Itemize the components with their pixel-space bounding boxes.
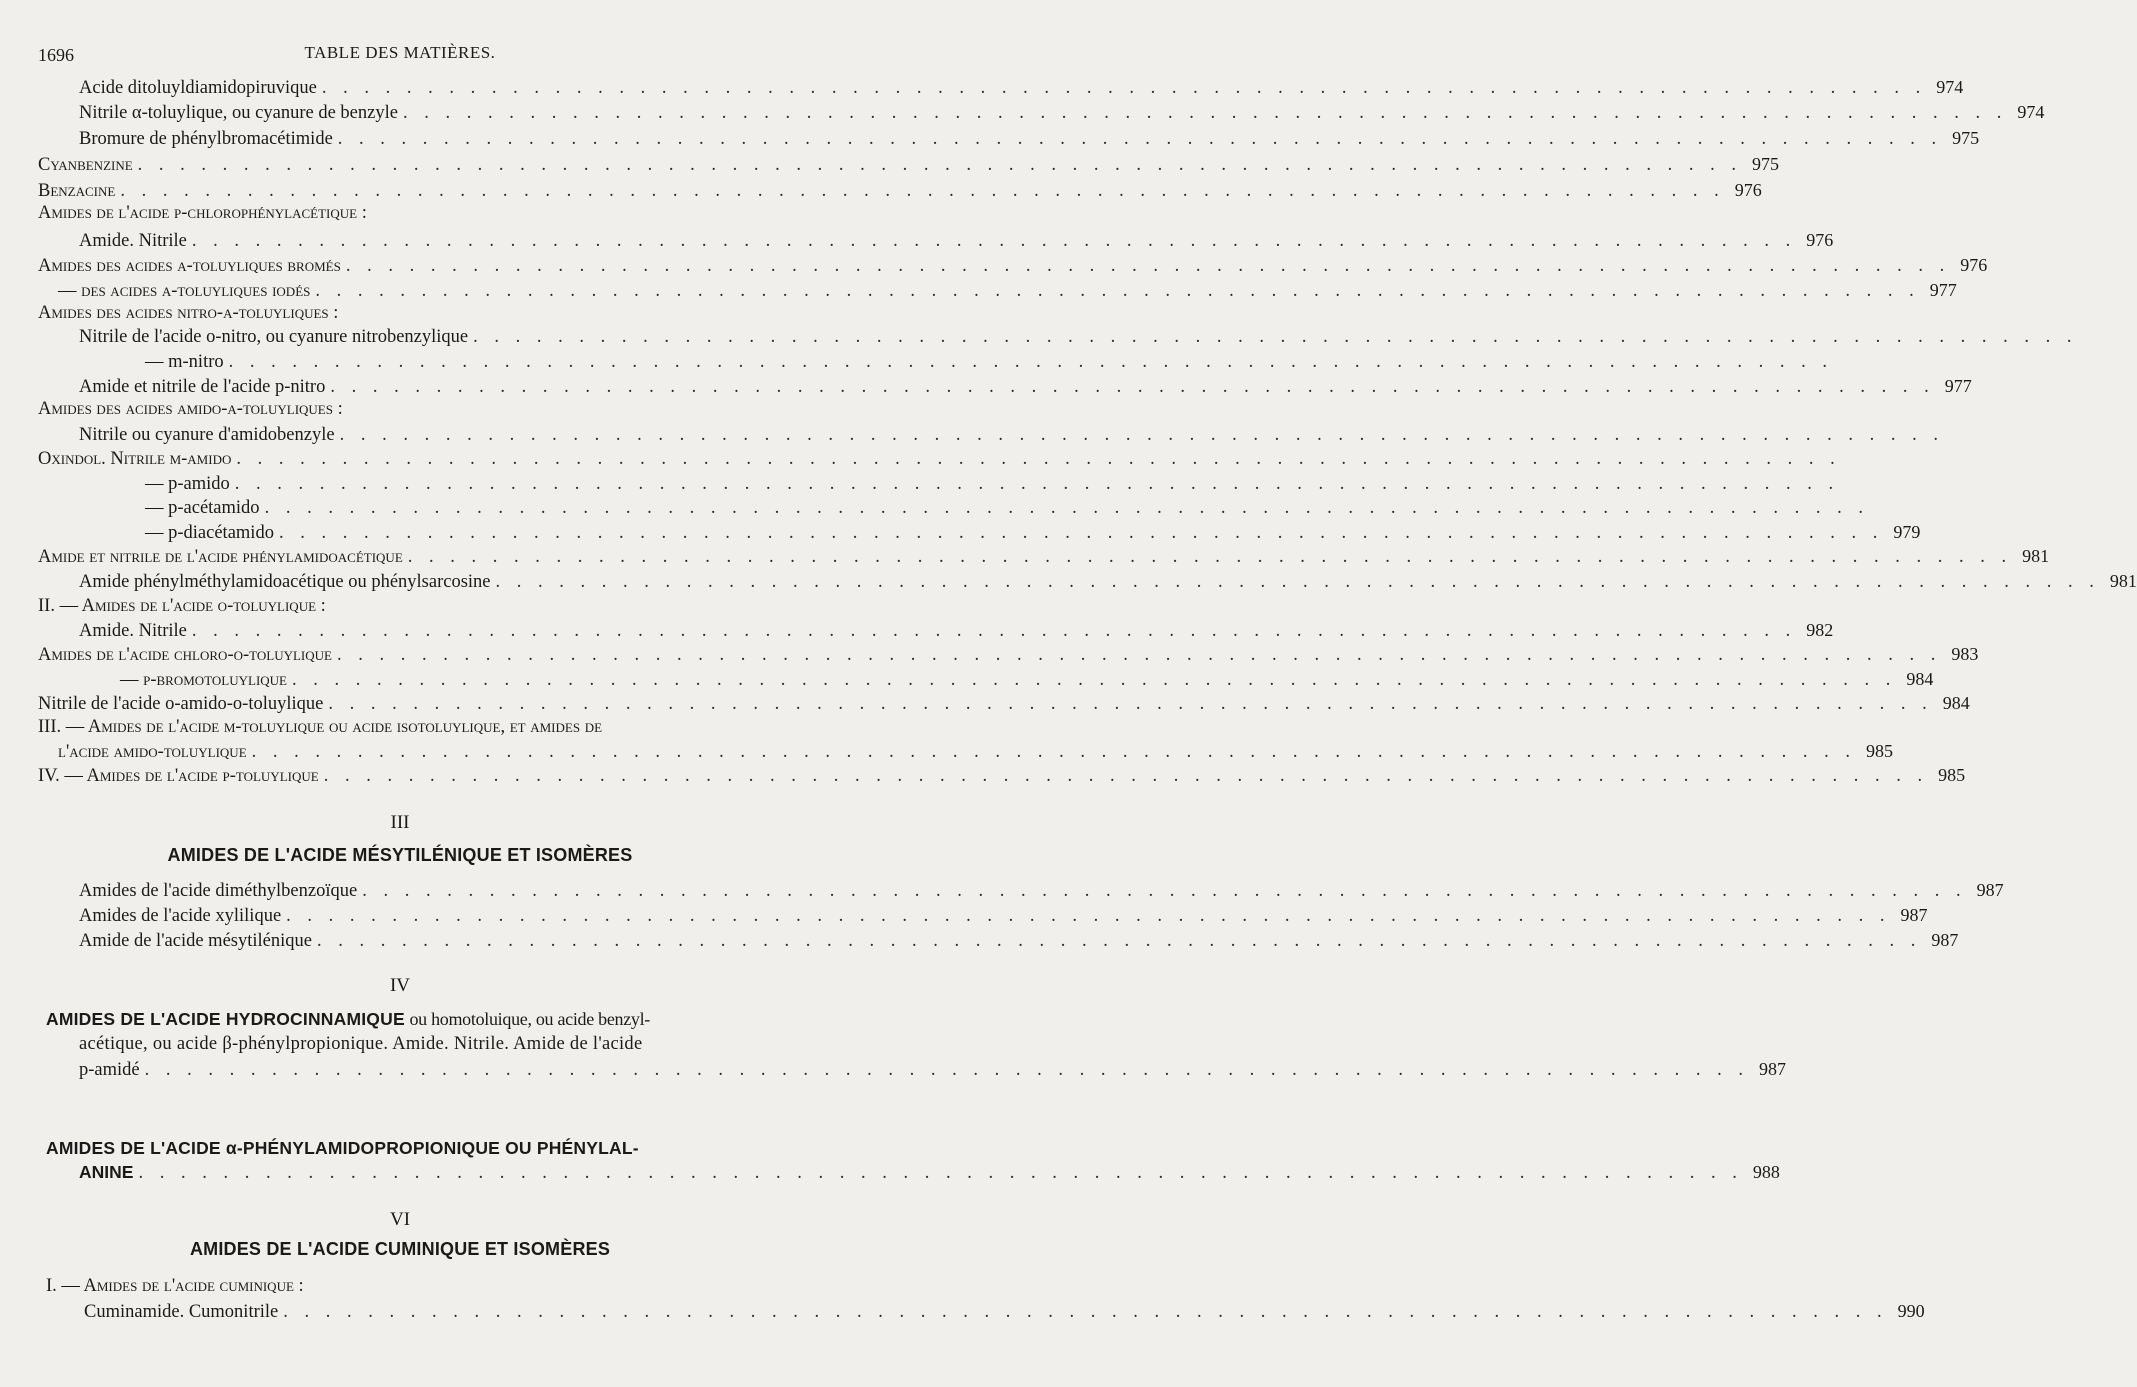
toc-entry: Benzacine . . . . . . . . . . . . . . . . . . . . . . . . . . . . . . . . . . . . . . . . . . . . . . . . . . . . . . . . . . . . . . . . . . . . . . . . . . . . 976 [38, 180, 1762, 201]
toc-entry: Amide. Nitrile . . . . . . . . . . . . . . . . . . . . . . . . . . . . . . . . . . . . . . . . . . . . . . . . . . . . . . . . . . . . . . . . . . . . . . . . . . . . 976 [79, 230, 1834, 251]
toc-entry: Amide et nitrile de l'acide p-nitro . . . . . . . . . . . . . . . . . . . . . . . . . . . . . . . . . . . . . . . . . . . . . . . . . . . . . . . . . . . . . . . . . . . . . . . . . . . . 977 [79, 376, 1972, 397]
toc-heading: I. — Amides de l'acide cuminique : [46, 1276, 304, 1296]
toc-entry: — p-diacétamido . . . . . . . . . . . . . . . . . . . . . . . . . . . . . . . . . . . . . . . . . . . . . . . . . . . . . . . . . . . . . . . . . . . . . . . . . . . . 979 [145, 522, 1921, 543]
toc-entry: p-amidé . . . . . . . . . . . . . . . . . . . . . . . . . . . . . . . . . . . . . . . . . . . . . . . . . . . . . . . . . . . . . . . . . . . . . . . . . . . . 987 [79, 1059, 1786, 1080]
toc-entry: — p-acétamido . . . . . . . . . . . . . . . . . . . . . . . . . . . . . . . . . . . . . . . . . . . . . . . . . . . . . . . . . . . . . . . . . . . . . . . . . . . . [145, 498, 1869, 518]
section-numeral: III [390, 812, 410, 833]
section-title-rest: ou homotoluique, ou acide benzyl- [409, 1009, 651, 1029]
section-title: AMIDES DE L'ACIDE HYDROCINNAMIQUE [46, 1009, 405, 1029]
toc-entry: Amide phénylméthylamidoacétique ou phénylsarcosine . . . . . . . . . . . . . . . . . . . . . . . . . . . . . . . . . . . . . . . . . . . . . . . . . . . . . . . . . . . . . . . . . . . . . . . . . . . . 981 [79, 571, 2137, 592]
toc-entry: Amide. Nitrile . . . . . . . . . . . . . . . . . . . . . . . . . . . . . . . . . . . . . . . . . . . . . . . . . . . . . . . . . . . . . . . . . . . . . . . . . . . . 982 [79, 620, 1834, 641]
toc-entry: Nitrile ou cyanure d'amidobenzyle . . . . . . . . . . . . . . . . . . . . . . . . . . . . . . . . . . . . . . . . . . . . . . . . . . . . . . . . . . . . . . . . . . . . . . . . . . . . [79, 425, 1944, 445]
toc-entry: Oxindol. Nitrile m-amido . . . . . . . . . . . . . . . . . . . . . . . . . . . . . . . . . . . . . . . . . . . . . . . . . . . . . . . . . . . . . . . . . . . . . . . . . . . . [38, 449, 1841, 469]
page-number: 1696 [38, 45, 74, 65]
toc-entry: Amides de l'acide chloro-o-toluylique . . . . . . . . . . . . . . . . . . . . . . . . . . . . . . . . . . . . . . . . . . . . . . . . . . . . . . . . . . . . . . . . . . . . . . . . . . . . 983 [38, 644, 1979, 665]
toc-entry: Nitrile de l'acide o-nitro, ou cyanure nitrobenzylique . . . . . . . . . . . . . . . . . . . . . . . . . . . . . . . . . . . . . . . . . . . . . . . . . . . . . . . . . . . . . . . . . . . . . . . . . . . . [79, 327, 2078, 347]
toc-heading: II. — Amides de l'acide o-toluylique : [38, 596, 326, 616]
toc-entry: — m-nitro . . . . . . . . . . . . . . . . . . . . . . . . . . . . . . . . . . . . . . . . . . . . . . . . . . . . . . . . . . . . . . . . . . . . . . . . . . . . [145, 352, 1833, 372]
toc-entry: ANINE . . . . . . . . . . . . . . . . . . . . . . . . . . . . . . . . . . . . . . . . . . . . . . . . . . . . . . . . . . . . . . . . . . . . . . . . . . . . 988 [79, 1162, 1780, 1183]
toc-entry: Cyanbenzine . . . . . . . . . . . . . . . . . . . . . . . . . . . . . . . . . . . . . . . . . . . . . . . . . . . . . . . . . . . . . . . . . . . . . . . . . . . . 975 [38, 154, 1780, 175]
section-body: acétique, ou acide β-phénylpropionique. Amide. Nitrile. Amide de l'acide [79, 1034, 643, 1054]
toc-entry: Amide et nitrile de l'acide phénylamidoacétique . . . . . . . . . . . . . . . . . . . . . . . . . . . . . . . . . . . . . . . . . . . . . . . . . . . . . . . . . . . . . . . . . . . . . . . . . . . . 981 [38, 546, 2050, 567]
section-title: AMIDES DE L'ACIDE CUMINIQUE ET ISOMÈRES [189, 1239, 611, 1259]
toc-entry: Amides de l'acide xylilique . . . . . . . . . . . . . . . . . . . . . . . . . . . . . . . . . . . . . . . . . . . . . . . . . . . . . . . . . . . . . . . . . . . . . . . . . . . . 987 [79, 905, 1928, 926]
toc-heading: Amides de l'acide p-chlorophénylacétique : [38, 203, 367, 223]
section-numeral: IV [389, 975, 411, 996]
section-numeral: VI [389, 1209, 411, 1230]
toc-entry: Acide ditoluyldiamidopiruvique . . . . . . . . . . . . . . . . . . . . . . . . . . . . . . . . . . . . . . . . . . . . . . . . . . . . . . . . . . . . . . . . . . . . . . . . . . . . 974 [79, 77, 1964, 98]
toc-entry: Amides des acides α-toluyliques bromés . . . . . . . . . . . . . . . . . . . . . . . . . . . . . . . . . . . . . . . . . . . . . . . . . . . . . . . . . . . . . . . . . . . . . . . . . . . . 976 [38, 255, 1988, 276]
toc-heading: Amides des acides nitro-α-toluyliques : [38, 303, 339, 323]
toc-entry: — p-bromotoluylique . . . . . . . . . . . . . . . . . . . . . . . . . . . . . . . . . . . . . . . . . . . . . . . . . . . . . . . . . . . . . . . . . . . . . . . . . . . . 984 [120, 669, 1934, 690]
section-title: AMIDES DE L'ACIDE α-PHÉNYLAMIDOPROPIONIQUE OU PHÉNYLAL- [46, 1138, 639, 1158]
toc-entry: — des acides α-toluyliques iodés . . . . . . . . . . . . . . . . . . . . . . . . . . . . . . . . . . . . . . . . . . . . . . . . . . . . . . . . . . . . . . . . . . . . . . . . . . . . 977 [58, 280, 1957, 301]
toc-entry: Bromure de phénylbromacétimide . . . . . . . . . . . . . . . . . . . . . . . . . . . . . . . . . . . . . . . . . . . . . . . . . . . . . . . . . . . . . . . . . . . . . . . . . . . . 975 [79, 128, 1980, 149]
toc-entry: l'acide amido-toluylique . . . . . . . . . . . . . . . . . . . . . . . . . . . . . . . . . . . . . . . . . . . . . . . . . . . . . . . . . . . . . . . . . . . . . . . . . . . . 985 [58, 741, 1894, 762]
toc-heading: Amides des acides amido-α-toluyliques : [38, 399, 343, 419]
toc-entry: — p-amido . . . . . . . . . . . . . . . . . . . . . . . . . . . . . . . . . . . . . . . . . . . . . . . . . . . . . . . . . . . . . . . . . . . . . . . . . . . . [145, 474, 1840, 494]
toc-heading: III. — Amides de l'acide m-toluylique ou acide isotoluylique, et amides de [38, 717, 603, 737]
section-heading-line [46, 1006, 766, 1032]
toc-entry: Nitrile de l'acide o-amido-o-toluylique . . . . . . . . . . . . . . . . . . . . . . . . . . . . . . . . . . . . . . . . . . . . . . . . . . . . . . . . . . . . . . . . . . . . . . . . . . . . 984 [38, 693, 1970, 714]
toc-entry: Amide de l'acide mésytilénique . . . . . . . . . . . . . . . . . . . . . . . . . . . . . . . . . . . . . . . . . . . . . . . . . . . . . . . . . . . . . . . . . . . . . . . . . . . . 987 [79, 930, 1959, 951]
toc-entry: Amides de l'acide diméthylbenzoïque . . . . . . . . . . . . . . . . . . . . . . . . . . . . . . . . . . . . . . . . . . . . . . . . . . . . . . . . . . . . . . . . . . . . . . . . . . . . 987 [79, 880, 2004, 901]
toc-entry: Nitrile α-toluylique, ou cyanure de benzyle . . . . . . . . . . . . . . . . . . . . . . . . . . . . . . . . . . . . . . . . . . . . . . . . . . . . . . . . . . . . . . . . . . . . . . . . . . . . 974 [79, 102, 2045, 123]
toc-entry: Cuminamide. Cumonitrile . . . . . . . . . . . . . . . . . . . . . . . . . . . . . . . . . . . . . . . . . . . . . . . . . . . . . . . . . . . . . . . . . . . . . . . . . . . . 990 [84, 1301, 1925, 1322]
running-title: TABLE DES MATIÈRES. [304, 43, 496, 62]
section-title: AMIDES DE L'ACIDE MÉSYTILÉNIQUE ET ISOMÈRES [167, 845, 633, 865]
toc-entry: IV. — Amides de l'acide p-toluylique . . . . . . . . . . . . . . . . . . . . . . . . . . . . . . . . . . . . . . . . . . . . . . . . . . . . . . . . . . . . . . . . . . . . . . . . . . . . 985 [38, 765, 1966, 786]
